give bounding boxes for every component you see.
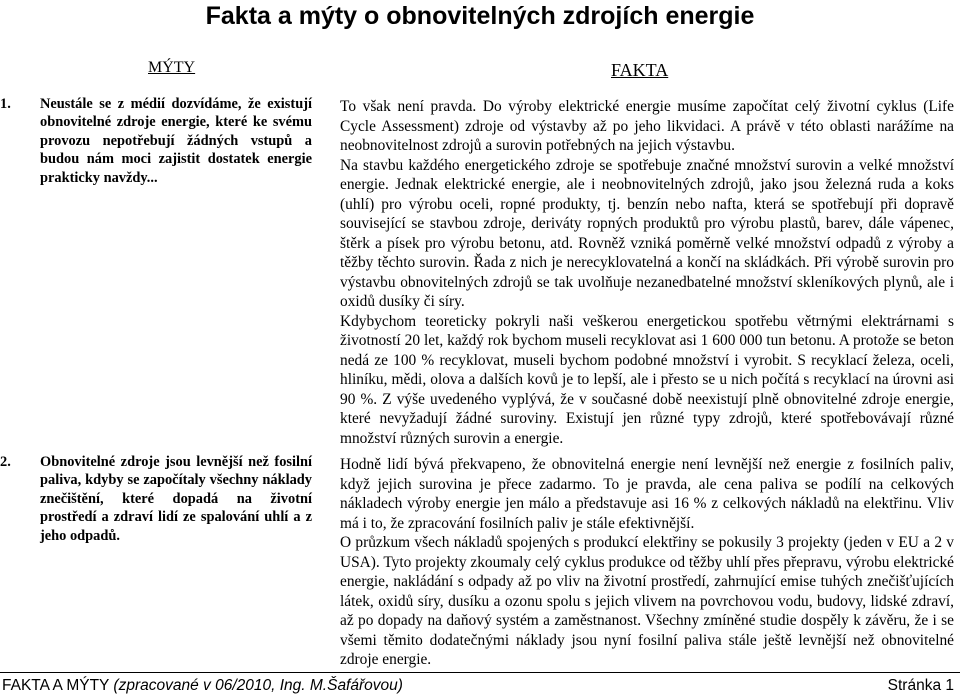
fact-paragraph: Kdybychom teoreticky pokryli naši veškerou energetickou spotřebu větrnými elektrárnami s životností 20 let, každý rok bychom museli recyklovat asi 1 600 000 tun betonu. A protože se beton nedá ze 100 % recyklovat, museli bychom podobné množství i vyrobit. S recyklací železa, oceli, hliníku, mědi, olova a dalších kovů je to lepší, ale i přesto se u nich počítá s recyklací na úrovni asi 90 %. Z výše uvedeného vyplývá, že v současné době neexistují plně obnovitelné zdroje energie, které nevyžadují žádné suroviny. Existují jen různé typy zdrojů, které spotřebovávají různé množství různých surovin a energie. (340, 312, 954, 447)
myth-number: 2. (0, 454, 11, 470)
myth-text: Neustále se z médií dozvídáme, že existují obnovitelné zdroje energie, které ke svému provozu nepotřebují žádných vstupů a budou nám moci zajistit dostatek energie prakticky navždy... (40, 96, 312, 186)
footer-label: FAKTA A MÝTY (2, 677, 110, 694)
fact-paragraph: Na stavbu každého energetického zdroje se spotřebuje značné množství surovin a velké množství energie. Jednak elektrické energie, ale i neobnovitelných zdrojů, jako jsou železná ruda a koks (uhlí) pro výrobu oceli, ropné produkty, tj. benzín nebo nafta, která se spotřebují při dopravě související se stavbou zdroje, deriváty ropných produktů pro výrobu plastů, barev, dále vápenec, štěrk a písek pro výrobu betonu, atd. Rovněž vzniká poměrně velké množství odpadů z výroby a těžby těchto surovin. Řada z nich je nerecyklovatelná a končí na skládkách. Při výrobě surovin pro výstavbu obnovitelných zdrojů se tak uvolňuje nezanedbatelné množství skleníkových plynů, ale i oxidů dusíky či síry. (340, 156, 954, 310)
page-footer (2, 676, 954, 696)
myth-number: 1. (0, 96, 11, 112)
page-number: Stránka 1 (887, 677, 954, 694)
footer-credit: (zpracované v 06/2010, Ing. M.Šafářovou) (113, 677, 403, 694)
page-title: Fakta a mýty o obnovitelných zdrojích energie (205, 2, 755, 30)
fact-1 (340, 97, 954, 448)
footer-left (2, 676, 403, 696)
myth-1 (0, 95, 312, 215)
footer-divider (0, 672, 960, 673)
fact-paragraph: O průzkum všech nákladů spojených s produkcí elektřiny se pokusily 3 projekty (jeden v EU a 2 v USA). Tyto projekty zkoumaly celý cyklus produkce od těžby uhlí přes přepravu, výrobu elektrické energie, nakládání s odpady až po vliv na životní prostředí, zahrnující emise tuhých znečišťujících látek, oxidů síry, dusíku a ozonu spolu s jejich vlivem na povrchovou vodu, budovy, lidské zdraví, až po dopady na daňový systém a zaměstnanost. Všechny zmíněné studie dospěly k závěru, že i se všemi těmito dodatečnými náklady jsou nyní fosilní paliva stále ještě levnější než obnovitelné zdroje energie. (340, 534, 954, 668)
facts-header: FAKTA (611, 60, 669, 80)
fact-paragraph: To však není pravda. Do výroby elektrické energie musíme započítat celý životní cyklus (Life Cycle Assessment) zdroje od výstavby až po jeho likvidaci. A právě v této oblasti narážíme na neobnovitelnost zdrojů a surovin potřebných na jejich výstavbu. (340, 98, 954, 154)
fact-paragraph: Hodně lidí bývá překvapeno, že obnovitelná energie není levnější než energie z fosilních paliv, když jejich surovina je přece zadarmo. To je pravda, ale cena paliva se podílí na celkových nákladech výroby energie jen málo a představuje asi 16 % z celkových nákladů na elektřinu. Vliv má i to, že zpracování fosilních paliv je stále efektivnější. (340, 456, 954, 532)
myths-header: MÝTY (148, 59, 196, 76)
myth-text: Obnovitelné zdroje jsou levnější než fosilní paliva, kdyby se započítaly všechny náklady znečištění, které dopadá na životní prostředí a zdraví lidí ze spalování uhlí a z jeho odpadů. (40, 454, 312, 544)
myth-2 (0, 453, 312, 553)
fact-2 (340, 455, 954, 670)
